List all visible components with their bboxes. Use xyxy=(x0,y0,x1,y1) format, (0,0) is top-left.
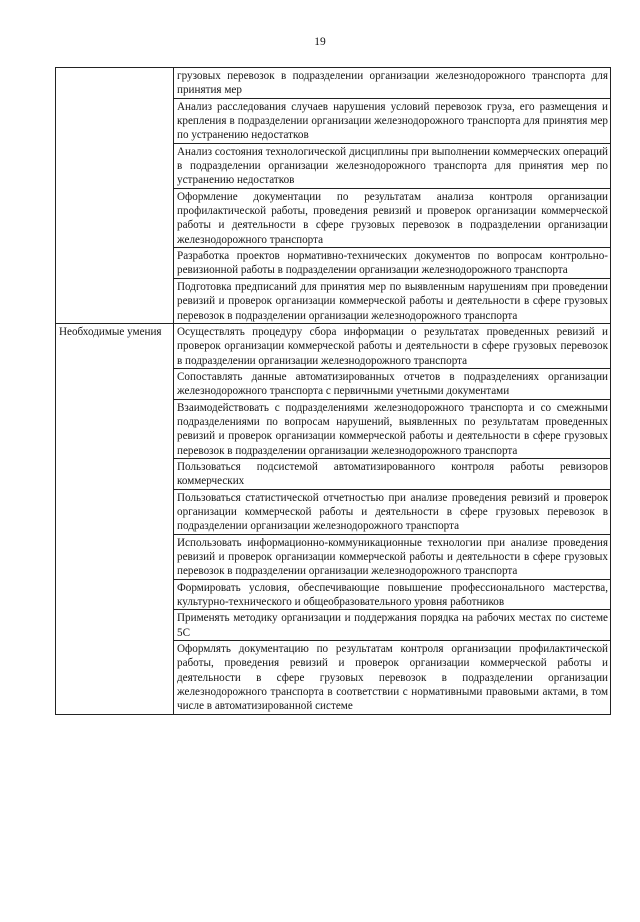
competency-table xyxy=(55,67,611,715)
cell-text: Формировать условия, обеспечивающие повышение профессионального мастерства, культурно-технического и общеобразовательного уровня работников xyxy=(177,581,608,609)
table-cell xyxy=(174,98,611,143)
cell-text: Применять методику организации и поддержания порядка на рабочих местах по системе 5С xyxy=(177,612,608,639)
table-cell xyxy=(174,489,611,534)
cell-text: Использовать информационно-коммуникационные технологии при анализе проведения ревизий и проверок организации коммерческой работы и деятельности в сфере грузовых перевозок в подразделении организации железнодорожного транспорта xyxy=(177,536,608,578)
table-cell xyxy=(174,68,611,99)
cell-text: Взаимодействовать с подразделениями железнодорожного транспорта и со смежными подразделениями по вопросам нарушений, выявленных по результатам проведенных ревизий и проверок организации коммерческой работы и деятельности в сфере грузовых перевозок в подразделении организации железнодорожного транспорта xyxy=(177,401,608,457)
table-cell xyxy=(174,579,611,610)
page-number: 19 xyxy=(314,36,326,48)
cell-text: Пользоваться подсистемой автоматизированного контроля работы ревизоров коммерческих xyxy=(177,460,608,488)
table-cell xyxy=(174,143,611,188)
table-cell xyxy=(174,248,611,279)
cell-text: Анализ расследования случаев нарушения условий перевозок груза, его размещения и крепления в подразделении организации железнодорожного транспорта для принятия мер по устранению недостатков xyxy=(177,100,608,142)
table-cell xyxy=(174,641,611,715)
table-cell xyxy=(174,278,611,323)
table-cell xyxy=(174,534,611,579)
cell-text: Осуществлять процедуру сбора информации о результатах проведенных ревизий и проверок организации коммерческой работы и деятельности в сфере грузовых перевозок в подразделении организации железнодорожного транспорта xyxy=(177,325,608,367)
group-label-cell xyxy=(56,323,174,714)
table-cell xyxy=(174,323,611,368)
table-cell xyxy=(174,368,611,399)
cell-text: Оформлять документацию по результатам контроля организации профилактической работы, проведения ревизий и проверок организации коммерческой работы и деятельности в сфере грузовых перевозок в подразделении организации железнодорожного транспорта в соответствии с нормативными правовыми актами, в том числе в автоматизированной системе xyxy=(177,643,608,713)
table-body xyxy=(56,68,611,715)
table-cell xyxy=(174,610,611,641)
cell-text: Оформление документации по результатам анализа контроля организации профилактической работы, проведения ревизий и проверок организации коммерческой работы и деятельности в сфере грузовых перевозок в подразделении организации железнодорожного транспорта xyxy=(177,190,608,246)
table-row xyxy=(56,323,611,368)
group-label-cell xyxy=(56,68,174,324)
table-cell xyxy=(174,188,611,247)
cell-text: Подготовка предписаний для принятия мер по выявленным нарушениям при проведении ревизий и проверок организации коммерческой работы и деятельности в сфере грузовых перевозок в подразделении организации железнодорожного транспорта xyxy=(177,280,608,322)
cell-text: Пользоваться статистической отчетностью при анализе проведения ревизий и проверок организации коммерческой работы и деятельности в сфере грузовых перевозок в подразделении организации железнодорожного транспорта xyxy=(177,491,608,533)
table-cell xyxy=(174,458,611,489)
table-cell xyxy=(174,399,611,458)
group-label: Необходимые умения xyxy=(59,325,162,338)
cell-text: грузовых перевозок в подразделении организации железнодорожного транспорта для принятия мер xyxy=(177,70,608,97)
cell-text: Разработка проектов нормативно-технических документов по вопросам контрольно-ревизионной работы в подразделении организации железнодорожного транспорта xyxy=(177,250,608,277)
cell-text: Сопоставлять данные автоматизированных отчетов в подразделениях организации железнодорожного транспорта с первичными учетными документами xyxy=(177,370,608,398)
cell-text: Анализ состояния технологической дисциплины при выполнении коммерческих операций в подразделении организации железнодорожного транспорта для принятия мер по устранению недостатков xyxy=(177,145,608,187)
table-row xyxy=(56,68,611,99)
